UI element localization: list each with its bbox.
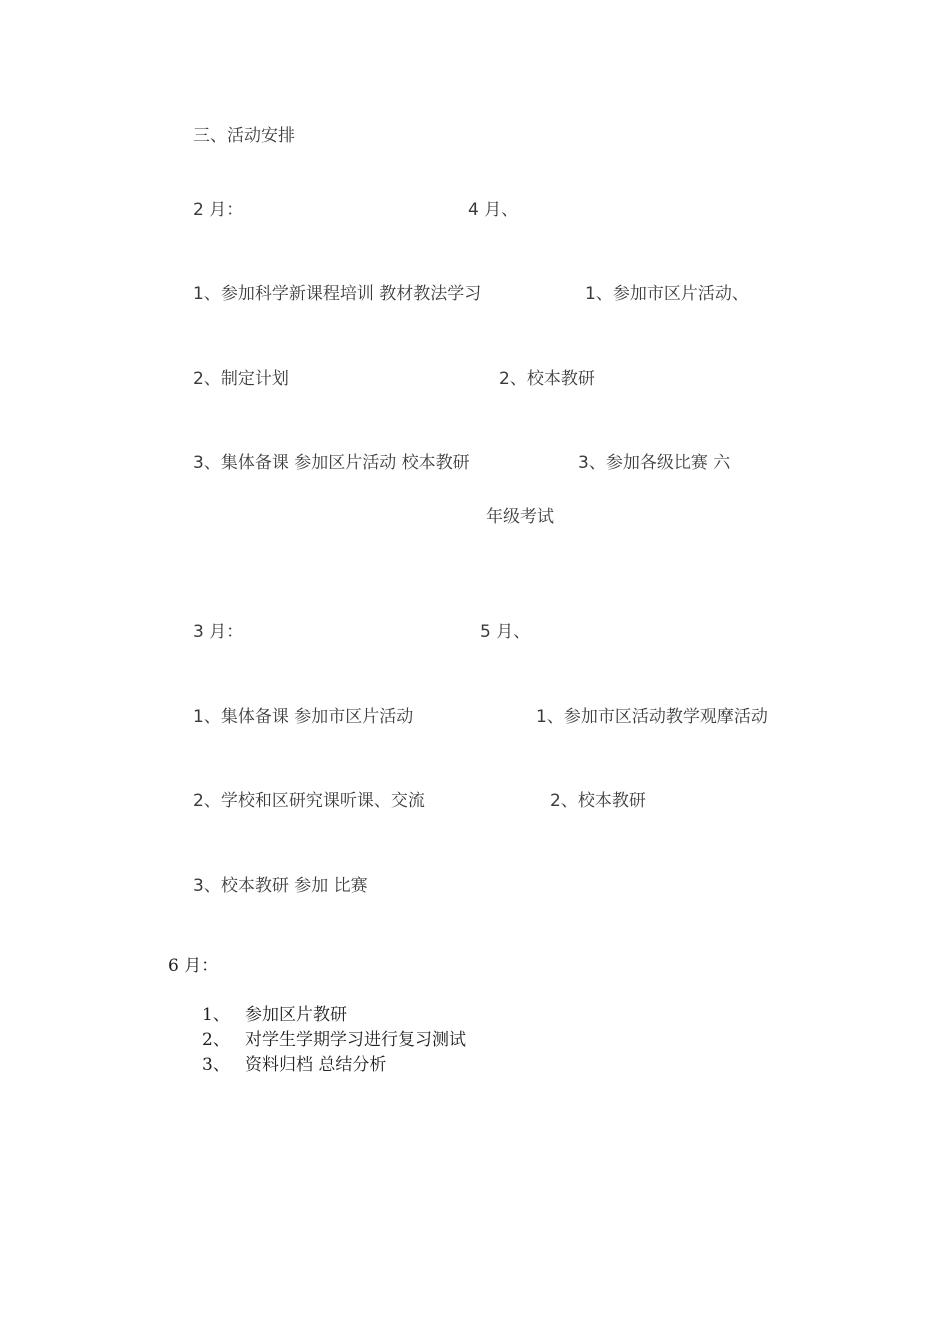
mar-item-2: 2、学校和区研究课听课、交流 (193, 791, 425, 811)
apr-heading: 4 月、 (468, 200, 519, 220)
apr-item-2: 2、校本教研 (499, 369, 595, 389)
jun-item-3-text: 资料归档 总结分析 (245, 1055, 387, 1075)
mar-item-3: 3、校本教研 参加 比赛 (193, 876, 368, 896)
section-title: 三、活动安排 (193, 126, 295, 146)
jun-item-2-text: 对学生学期学习进行复习测试 (245, 1030, 466, 1050)
may-item-1: 1、参加市区活动教学观摩活动 (536, 707, 768, 727)
apr-item-3-continued: 年级考试 (486, 507, 554, 527)
feb-item-3: 3、集体备课 参加区片活动 校本教研 (193, 453, 470, 473)
jun-item-1-number: 1、 (202, 1005, 230, 1025)
may-item-2: 2、校本教研 (550, 791, 646, 811)
may-heading: 5 月、 (480, 622, 531, 642)
feb-item-1: 1、参加科学新课程培训 教材教法学习 (193, 284, 482, 304)
jun-heading: 6 月： (168, 956, 219, 976)
mar-heading: 3 月： (193, 622, 244, 642)
apr-item-3: 3、参加各级比赛 六 (578, 453, 731, 473)
apr-item-1: 1、参加市区片活动、 (585, 284, 749, 304)
feb-item-2: 2、制定计划 (193, 369, 289, 389)
jun-item-3-number: 3、 (202, 1055, 230, 1075)
feb-heading: 2 月： (193, 200, 244, 220)
mar-item-1: 1、集体备课 参加市区片活动 (193, 707, 414, 727)
jun-item-2-number: 2、 (202, 1030, 230, 1050)
jun-item-1-text: 参加区片教研 (245, 1005, 347, 1025)
